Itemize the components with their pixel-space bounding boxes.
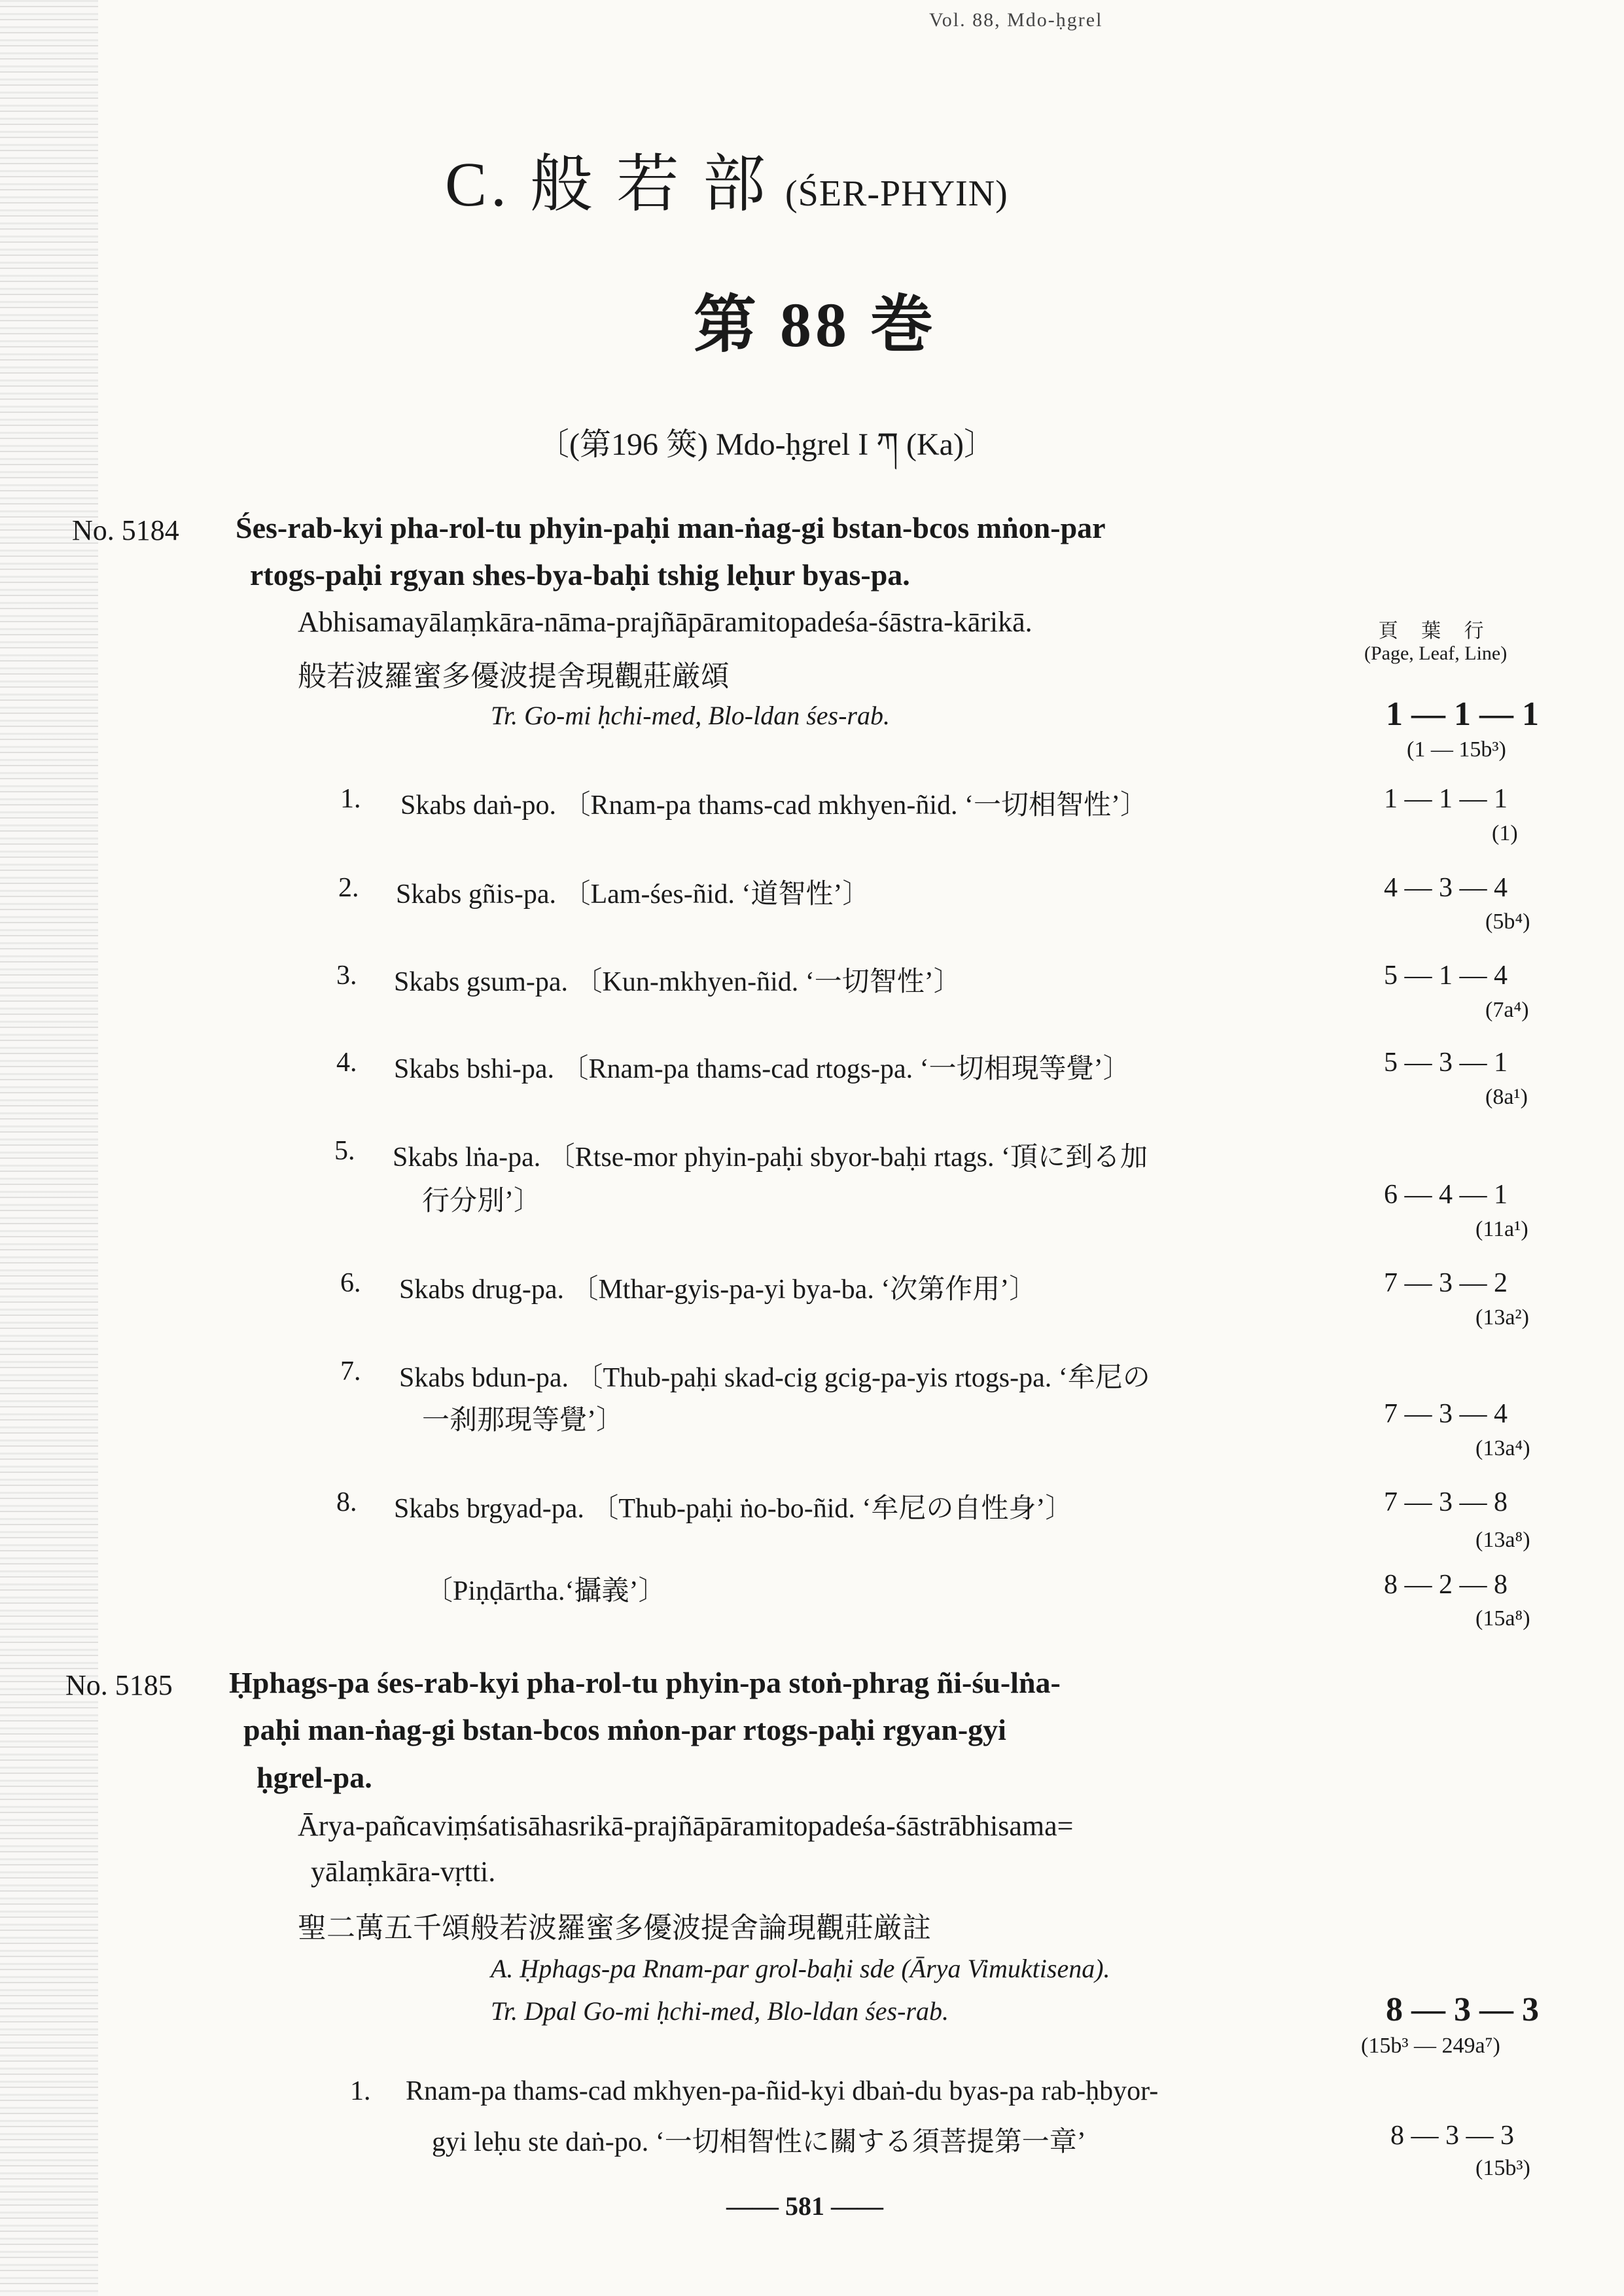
translator-credit: Tr. Dpal Go-mi ḥchi-med, Blo-ldan śes-rab. (491, 1996, 949, 2026)
chapter-number: 3. (336, 961, 357, 991)
chapter-folio: (8a¹) (1485, 1085, 1528, 1109)
chapter-title: Skabs bshi-pa. 〔Rnam-pa thams-cad rtogs-pa. ‘一切相現等覺’〕 (394, 1054, 1131, 1084)
chapter-folio: (1) (1492, 821, 1518, 845)
chapter-title: Skabs drug-pa. 〔Mthar-gyis-pa-yi bya-ba. ‘次第作用’〕 (399, 1275, 1037, 1305)
chapter-title-cont: gyi leḥu ste daṅ-po. ‘一切相智性に關する須菩提第一章’ (432, 2127, 1086, 2157)
entry-title-line: paḥi man-ṅag-gi bstan-bcos mṅon-par rtogs-paḥi rgyan-gyi (243, 1713, 1006, 1746)
chinese-title: 聖二萬五千頌般若波羅蜜多優波提舍論現觀莊厳註 (298, 1912, 931, 1944)
chapter-folio: (13a⁴) (1475, 1436, 1530, 1460)
chapter-number: 7. (340, 1356, 361, 1386)
translator-credit: Tr. Go-mi ḥchi-med, Blo-ldan śes-rab. (491, 701, 890, 730)
entry-reference: 8 — 3 — 3 (1386, 1991, 1539, 2028)
chapter-number: 1. (340, 784, 361, 814)
chapter-title-cont: 行分別’〕 (422, 1186, 541, 1216)
running-head: Vol. 88, Mdo-ḥgrel (929, 9, 1103, 31)
chapter-folio: (15b³) (1475, 2156, 1530, 2180)
chapter-reference: 1 — 1 — 1 (1384, 784, 1508, 814)
section-title: C. 般 若 部 (445, 149, 770, 219)
summary-title: 〔Piṇḍārtha.‘攝義’〕 (425, 1576, 666, 1606)
chapter-folio: (7a⁴) (1485, 998, 1529, 1022)
entry-folio: (1 — 15b³) (1407, 737, 1506, 762)
scanned-page-edge (0, 0, 98, 2296)
chapter-folio: (5b⁴) (1485, 910, 1530, 934)
chapter-number: 6. (340, 1268, 361, 1298)
chapter-number: 1. (350, 2076, 371, 2106)
entry-number: No. 5184 (72, 514, 179, 546)
entry-reference: 1 — 1 — 1 (1386, 696, 1539, 733)
entry-folio: (15b³ — 249a⁷) (1361, 2034, 1500, 2058)
section-heading (445, 134, 1008, 224)
volume-heading: 第 88 巻 (694, 290, 937, 360)
column-heading-en: (Page, Leaf, Line) (1364, 643, 1508, 664)
chapter-folio: (13a²) (1475, 1305, 1529, 1330)
chapter-folio: (13a⁸) (1475, 1528, 1530, 1552)
entry-title-line: ḥgrel-pa. (256, 1761, 372, 1794)
chapter-reference: 5 — 3 — 1 (1384, 1048, 1508, 1078)
volume-subtitle: 〔(第196 筴) Mdo-ḥgrel I ཀ (Ka)〕 (538, 427, 995, 462)
chapter-title: Skabs brgyad-pa. 〔Thub-paḥi ṅo-bo-ñid. ‘牟尼の自性身’〕 (394, 1494, 1073, 1524)
sanskrit-title: Abhisamayālaṃkāra-nāma-prajñāpāramitopadeśa-śāstra-kārikā. (298, 606, 1033, 638)
chapter-title: Rnam-pa thams-cad mkhyen-pa-ñid-kyi dbaṅ-du byas-pa rab-ḥbyor- (406, 2076, 1159, 2106)
chapter-number: 5. (334, 1136, 355, 1166)
entry-title-line: rtogs-paḥi rgyan shes-bya-baḥi tshig leḥur byas-pa. (250, 558, 910, 592)
chapter-folio: (15a⁸) (1475, 1606, 1530, 1631)
chapter-reference: 5 — 1 — 4 (1384, 961, 1508, 991)
chapter-title: Skabs bdun-pa. 〔Thub-paḥi skad-cig gcig-pa-yis rtogs-pa. ‘牟尼の (399, 1363, 1150, 1393)
sanskrit-title-cont: yālaṃkāra-vṛtti. (311, 1856, 496, 1888)
chapter-reference: 7 — 3 — 2 (1384, 1268, 1508, 1298)
chapter-number: 2. (338, 873, 359, 903)
entry-number: No. 5185 (65, 1669, 173, 1701)
chinese-title: 般若波羅蜜多優波提舍現觀莊厳頌 (298, 660, 730, 692)
section-title-latin: (ŚER-PHYIN) (785, 173, 1008, 214)
entry-title-line: Ḥphags-pa śes-rab-kyi pha-rol-tu phyin-pa stoṅ-phrag ñi-śu-lṅa- (229, 1666, 1061, 1699)
chapter-title: Skabs gsum-pa. 〔Kun-mkhyen-ñid. ‘一切智性’〕 (394, 967, 961, 997)
chapter-number: 8. (336, 1487, 357, 1517)
chapter-reference: 4 — 3 — 4 (1384, 873, 1508, 903)
chapter-title: Skabs daṅ-po. 〔Rnam-pa thams-cad mkhyen-ñid. ‘一切相智性’〕 (400, 790, 1148, 821)
sanskrit-title: Ārya-pañcaviṃśatisāhasrikā-prajñāpāramitopadeśa-śāstrābhisama= (298, 1810, 1074, 1842)
chapter-reference: 8 — 2 — 8 (1384, 1570, 1508, 1600)
chapter-reference: 7 — 3 — 8 (1384, 1487, 1508, 1517)
page-number: —— 581 —— (726, 2191, 883, 2221)
entry-title-line: Śes-rab-kyi pha-rol-tu phyin-paḥi man-ṅag-gi bstan-bcos mṅon-par (236, 511, 1106, 544)
chapter-folio: (11a¹) (1475, 1217, 1528, 1241)
chapter-title-cont: 一刹那現等覺’〕 (422, 1405, 624, 1436)
page-leaf-line-heading (1364, 620, 1507, 665)
chapter-number: 4. (336, 1048, 357, 1078)
column-heading-jp: 頁 葉 行 (1378, 620, 1493, 642)
chapter-reference: 6 — 4 — 1 (1384, 1180, 1508, 1210)
chapter-reference: 7 — 3 — 4 (1384, 1399, 1508, 1429)
chapter-reference: 8 — 3 — 3 (1390, 2121, 1514, 2151)
chapter-title: Skabs gñis-pa. 〔Lam-śes-ñid. ‘道智性’〕 (396, 879, 870, 910)
author-credit: A. Ḥphags-pa Rnam-par grol-baḥi sde (Ārya Vimuktisena). (491, 1954, 1110, 1983)
chapter-title: Skabs lṅa-pa. 〔Rtse-mor phyin-paḥi sbyor-baḥi rtags. ‘頂に到る加 (393, 1142, 1148, 1173)
